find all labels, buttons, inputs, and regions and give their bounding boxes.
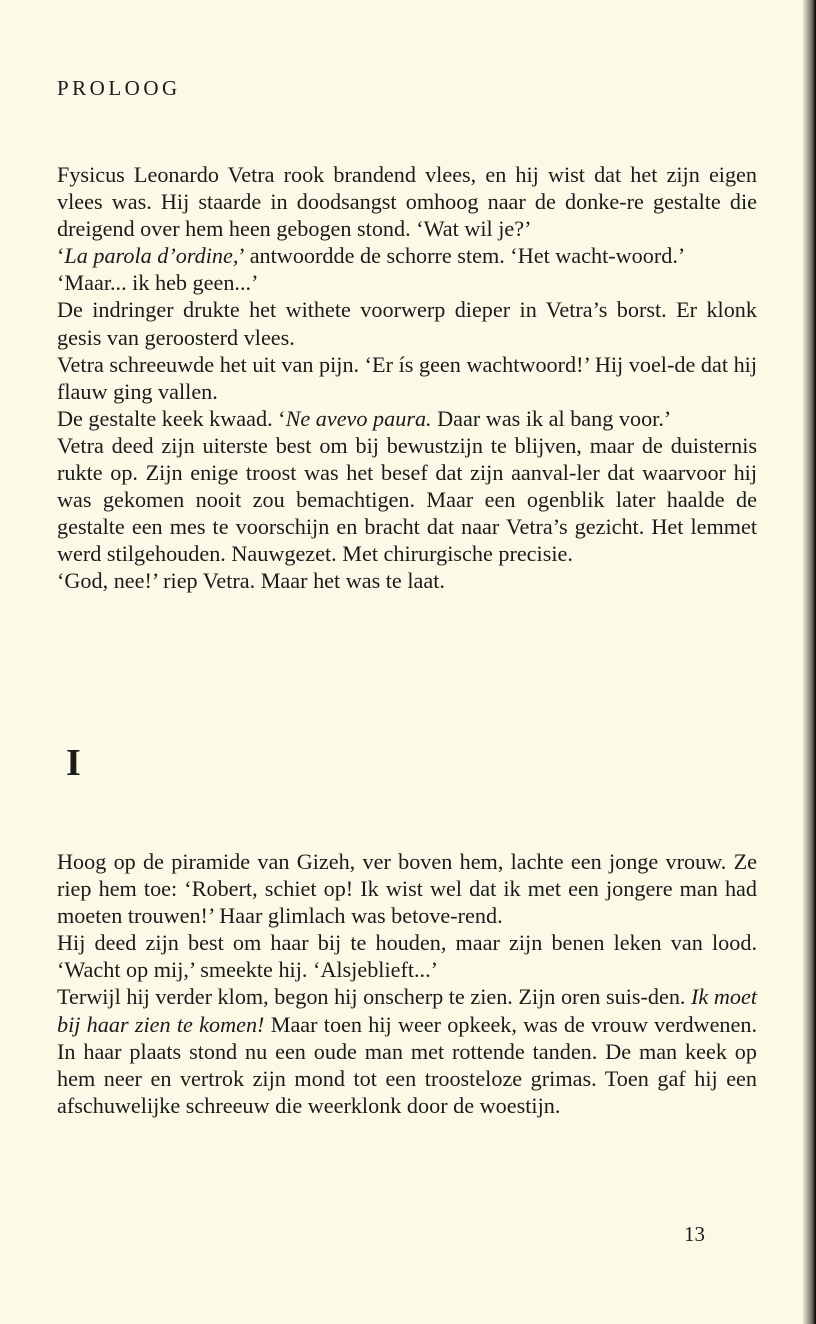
prologue-text xyxy=(57,161,757,595)
text-run: ’ antwoordde de schorre stem. ‘Het wacht-woord.’ xyxy=(238,243,686,269)
page-edge-shadow xyxy=(802,0,816,1324)
chapter-text xyxy=(57,848,757,1119)
paragraph: Hoog op de piramide van Gizeh, ver boven hem, lachte een jonge vrouw. Ze riep hem toe: ‘Robert, schiet op! Ik wist wel dat ik met een jongere man had moeten trouwen!’ Haar glimlach was betove-rend. xyxy=(57,849,757,929)
chapter-number: I xyxy=(66,742,81,784)
paragraph: De indringer drukte het withete voorwerp dieper in Vetra’s borst. Er klonk gesis van geroosterd vlees. xyxy=(57,297,757,350)
paragraph: Vetra deed zijn uiterste best om bij bewustzijn te blijven, maar de duisternis rukte op. Zijn enige troost was het besef dat zijn aanval-ler dat waarvoor hij was gekomen nooit zou bemachtigen. Maar een ogenblik later haalde de gestalte een mes te voorschijn en bracht dat naar Vetra’s gezicht. Het lemmet werd stilgehouden. Nauwgezet. Met chirurgische precisie. xyxy=(57,432,757,567)
paragraph xyxy=(57,983,757,1118)
paragraph: Hij deed zijn best om haar bij te houden, maar zijn benen leken van lood. ‘Wacht op mij,’ smeekte hij. ‘Alsjeblieft...’ xyxy=(57,930,757,983)
paragraph: ‘God, nee!’ riep Vetra. Maar het was te laat. xyxy=(57,568,445,594)
paragraph xyxy=(57,405,757,432)
section-heading: PROLOOG xyxy=(57,76,181,100)
text-run: Maar toen hij weer opkeek, was de vrouw verdwenen. In haar plaats stond nu een oude man met rottende tanden. De man keek op hem neer en vertrok zijn mond tot een troosteloze grimas. Toen gaf hij een afschuwelijke schreeuw die weerklonk door de woestijn. xyxy=(57,1011,757,1118)
text-run: ‘ xyxy=(57,243,65,269)
italic-text: La parola d’ordine, xyxy=(64,243,239,269)
italic-text: Ne avevo paura. xyxy=(285,405,432,431)
paragraph: Vetra schreeuwde het uit van pijn. ‘Er ís geen wachtwoord!’ Hij voel-de dat hij flauw ging vallen. xyxy=(57,351,757,404)
italic-text: Ik moet bij haar zien te komen! xyxy=(57,984,757,1037)
text-run: Daar was ik al bang voor.’ xyxy=(431,405,672,431)
text-run: Terwijl hij verder klom, begon hij onscherp te zien. Zijn oren suis-den. xyxy=(57,984,692,1010)
paragraph xyxy=(57,242,757,269)
paragraph: ‘Maar... ik heb geen...’ xyxy=(57,270,259,296)
page-number: 13 xyxy=(684,1222,705,1246)
paragraph: Fysicus Leonardo Vetra rook brandend vlees, en hij wist dat het zijn eigen vlees was. Hij staarde in doodsangst omhoog naar de donke-re gestalte die dreigend over hem heen gebogen stond. ‘Wat wil je?’ xyxy=(57,162,757,242)
text-run: De gestalte keek kwaad. ‘ xyxy=(57,405,286,431)
